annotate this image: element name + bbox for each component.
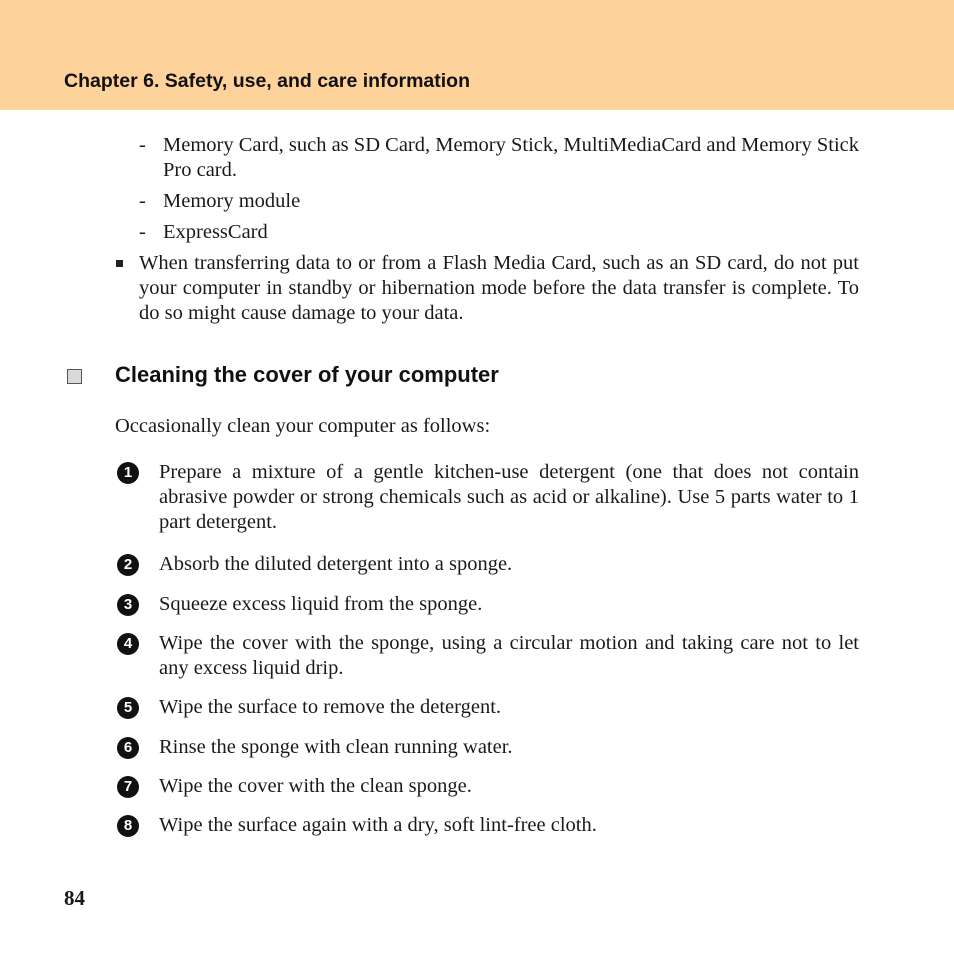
list-item-text: Memory module bbox=[163, 190, 301, 212]
list-item bbox=[139, 133, 859, 183]
step-text: Rinse the sponge with clean running water. bbox=[159, 736, 513, 758]
dash-marker: - bbox=[139, 134, 146, 156]
step-number-icon: 1 bbox=[117, 462, 139, 484]
step-item bbox=[115, 774, 859, 799]
step-item bbox=[115, 552, 859, 577]
note-bullet bbox=[115, 251, 859, 326]
step-number-icon: 2 bbox=[117, 554, 139, 576]
chapter-title: Chapter 6. Safety, use, and care information bbox=[64, 70, 470, 92]
step-number-icon: 5 bbox=[117, 697, 139, 719]
step-text: Wipe the surface to remove the detergent. bbox=[159, 696, 502, 718]
note-text: When transferring data to or from a Flash Media Card, such as an SD card, do not put your computer in standby or hibernation mode before the data transfer is complete. To do so might cause damage to your data. bbox=[139, 252, 859, 324]
step-item bbox=[115, 460, 859, 535]
step-text: Absorb the diluted detergent into a sponge. bbox=[159, 553, 513, 575]
list-item-text: ExpressCard bbox=[163, 221, 268, 243]
step-item bbox=[115, 695, 859, 720]
list-item bbox=[139, 220, 859, 245]
step-text: Prepare a mixture of a gentle kitchen-use detergent (one that does not contain abrasive powder or strong chemicals such as acid or alkaline). Use 5 parts water to 1 part detergent. bbox=[159, 461, 859, 533]
page-number: 84 bbox=[64, 886, 85, 910]
chapter-header-band bbox=[0, 0, 954, 110]
step-number-icon: 8 bbox=[117, 815, 139, 837]
list-item-text: Memory Card, such as SD Card, Memory Stick, MultiMediaCard and Memory Stick Pro card. bbox=[163, 134, 859, 181]
square-bullet-icon bbox=[67, 369, 82, 384]
section-intro: Occasionally clean your computer as follows: bbox=[115, 415, 491, 437]
dash-marker: - bbox=[139, 221, 146, 243]
step-number-icon: 7 bbox=[117, 776, 139, 798]
step-number-icon: 4 bbox=[117, 633, 139, 655]
dash-marker: - bbox=[139, 190, 146, 212]
square-bullet-icon bbox=[116, 260, 123, 267]
step-text: Squeeze excess liquid from the sponge. bbox=[159, 593, 483, 615]
step-number-icon: 3 bbox=[117, 594, 139, 616]
step-text: Wipe the cover with the sponge, using a circular motion and taking care not to let any excess liquid drip. bbox=[159, 632, 859, 679]
step-item bbox=[115, 592, 859, 617]
step-text: Wipe the cover with the clean sponge. bbox=[159, 775, 472, 797]
list-item bbox=[139, 189, 859, 214]
step-text: Wipe the surface again with a dry, soft lint-free cloth. bbox=[159, 814, 597, 836]
step-item bbox=[115, 631, 859, 681]
section-title: Cleaning the cover of your computer bbox=[115, 362, 499, 387]
step-item bbox=[115, 735, 859, 760]
step-number-icon: 6 bbox=[117, 737, 139, 759]
step-item bbox=[115, 813, 859, 838]
